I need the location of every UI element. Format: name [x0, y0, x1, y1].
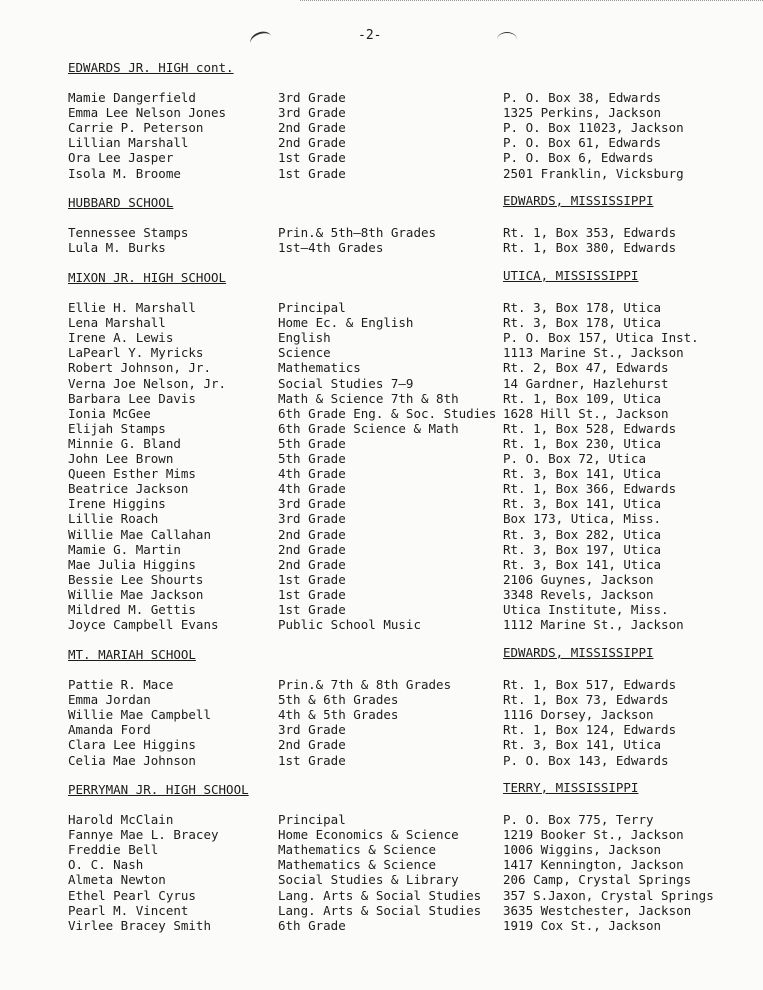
staff-name: Bessie Lee Shourts — [68, 571, 204, 587]
staff-name: Pattie R. Mace — [68, 677, 174, 692]
staff-name: Emma Lee Nelson Jones — [68, 105, 227, 121]
staff-name: Clara Lee Higgins — [68, 737, 196, 753]
staff-name: O. C. Nash — [68, 857, 144, 873]
staff-row — [0, 166, 763, 181]
staff-address: 1417 Kennington, Jackson — [503, 857, 684, 873]
staff-assignment: Home Ec. & English — [278, 315, 414, 331]
staff-address: Utica Institute, Miss. — [503, 602, 669, 617]
staff-name: Mamie G. Martin — [68, 541, 181, 557]
staff-assignment: 4th & 5th Grades — [278, 707, 399, 723]
staff-row — [0, 120, 763, 135]
staff-address: P. O. Box 157, Utica Inst. — [503, 330, 699, 346]
staff-address: Rt. 1, Box 353, Edwards — [503, 225, 677, 240]
staff-assignment: 6th Grade Eng. & Soc. Studies — [278, 405, 497, 421]
staff-row — [0, 451, 763, 466]
staff-address: 3635 Westchester, Jackson — [503, 902, 692, 918]
staff-row — [0, 722, 763, 737]
staff-assignment: Prin.& 5th—8th Grades — [278, 225, 437, 240]
staff-assignment: Social Studies 7—9 — [278, 375, 414, 391]
staff-name: Willie Mae Campbell — [68, 707, 211, 723]
staff-row — [0, 872, 763, 887]
staff-address: Rt. 3, Box 141, Utica — [503, 496, 662, 512]
staff-name: Isola M. Broome — [68, 165, 181, 181]
staff-row — [0, 330, 763, 345]
staff-row — [0, 903, 763, 918]
staff-assignment: Principal — [278, 300, 346, 315]
staff-assignment: 6th Grade Science & Math — [278, 420, 459, 436]
staff-row — [0, 753, 763, 768]
staff-name: Freddie Bell — [68, 842, 159, 858]
staff-name: Verna Joe Nelson, Jr. — [68, 375, 227, 391]
staff-address: 206 Camp, Crystal Springs — [503, 872, 692, 888]
staff-row — [0, 421, 763, 436]
staff-address: 1112 Marine St., Jackson — [503, 617, 684, 633]
staff-address: 14 Gardner, Hazlehurst — [503, 375, 669, 391]
staff-address: 357 S.Jaxon, Crystal Springs — [503, 887, 714, 903]
staff-address: Rt. 1, Box 517, Edwards — [503, 677, 677, 692]
staff-assignment: 2nd Grade — [278, 135, 346, 151]
section-location: TERRY, MISSISSIPPI — [503, 780, 639, 795]
staff-address: 1325 Perkins, Jackson — [503, 105, 662, 121]
staff-name: Virlee Bracey Smith — [68, 917, 211, 933]
staff-address: P. O. Box 775, Terry — [503, 812, 654, 827]
staff-assignment: 3rd Grade — [278, 722, 346, 738]
section-location: UTICA, MISSISSIPPI — [503, 268, 639, 283]
staff-address: P. O. Box 38, Edwards — [503, 90, 662, 105]
staff-address: 1113 Marine St., Jackson — [503, 345, 684, 361]
staff-name: Lillie Roach — [68, 511, 159, 527]
section-title: EDWARDS JR. HIGH cont. — [68, 60, 234, 75]
staff-assignment: 5th Grade — [278, 451, 346, 466]
staff-row — [0, 857, 763, 872]
staff-row — [0, 918, 763, 933]
staff-assignment: 4th Grade — [278, 466, 346, 482]
staff-row — [0, 135, 763, 150]
staff-address: Rt. 3, Box 178, Utica — [503, 315, 662, 331]
staff-name: Pearl M. Vincent — [68, 902, 189, 918]
staff-assignment: Home Economics & Science — [278, 827, 459, 843]
staff-row — [0, 150, 763, 165]
staff-name: Robert Johnson, Jr. — [68, 360, 211, 376]
staff-name: Ora Lee Jasper — [68, 150, 174, 166]
staff-address: Rt. 1, Box 73, Edwards — [503, 692, 669, 708]
staff-assignment: English — [278, 330, 331, 346]
staff-name: Beatrice Jackson — [68, 481, 189, 497]
section-title: HUBBARD SCHOOL — [68, 195, 174, 210]
staff-name: Irene A. Lewis — [68, 330, 174, 346]
staff-row — [0, 888, 763, 903]
staff-assignment: 1st Grade — [278, 165, 346, 181]
staff-address: Rt. 1, Box 124, Edwards — [503, 722, 677, 738]
staff-row — [0, 677, 763, 692]
staff-address: 2106 Guynes, Jackson — [503, 571, 654, 587]
staff-name: Queen Esther Mims — [68, 466, 196, 482]
staff-row — [0, 300, 763, 315]
staff-row — [0, 345, 763, 360]
staff-name: Harold McClain — [68, 812, 174, 827]
staff-row — [0, 90, 763, 105]
staff-assignment: 3rd Grade — [278, 105, 346, 121]
staff-row — [0, 692, 763, 707]
staff-assignment: 6th Grade — [278, 917, 346, 933]
staff-address: P. O. Box 6, Edwards — [503, 150, 654, 166]
staff-assignment: 2nd Grade — [278, 556, 346, 572]
staff-assignment: 5th & 6th Grades — [278, 692, 399, 708]
staff-name: Mamie Dangerfield — [68, 90, 196, 105]
staff-row — [0, 812, 763, 827]
staff-row — [0, 557, 763, 572]
staff-row — [0, 376, 763, 391]
staff-assignment: 5th Grade — [278, 435, 346, 451]
section-title: MT. MARIAH SCHOOL — [68, 647, 196, 662]
staff-row — [0, 707, 763, 722]
section-location: EDWARDS, MISSISSIPPI — [503, 645, 654, 660]
staff-address: Rt. 1, Box 109, Utica — [503, 390, 662, 406]
staff-name: Amanda Ford — [68, 722, 151, 738]
staff-name: Ellie H. Marshall — [68, 300, 196, 315]
punch-mark-right — [497, 32, 517, 47]
staff-row — [0, 391, 763, 406]
staff-address: 1006 Wiggins, Jackson — [503, 842, 662, 858]
staff-address: P. O. Box 61, Edwards — [503, 135, 662, 151]
staff-address: 1919 Cox St., Jackson — [503, 917, 662, 933]
staff-row — [0, 360, 763, 375]
staff-assignment: 3rd Grade — [278, 90, 346, 105]
staff-row — [0, 511, 763, 526]
staff-row — [0, 496, 763, 511]
staff-name: Almeta Newton — [68, 872, 166, 888]
staff-address: Rt. 3, Box 141, Utica — [503, 466, 662, 482]
staff-row — [0, 527, 763, 542]
staff-assignment: 2nd Grade — [278, 541, 346, 557]
staff-assignment: 3rd Grade — [278, 496, 346, 512]
staff-row — [0, 436, 763, 451]
staff-assignment: 3rd Grade — [278, 511, 346, 527]
staff-assignment: 2nd Grade — [278, 120, 346, 136]
staff-row — [0, 225, 763, 240]
staff-name: John Lee Brown — [68, 451, 174, 466]
section-title: PERRYMAN JR. HIGH SCHOOL — [68, 782, 249, 797]
staff-assignment: 1st Grade — [278, 150, 346, 166]
top-edge-dots — [300, 0, 763, 1]
staff-address: Rt. 3, Box 141, Utica — [503, 556, 662, 572]
staff-name: Mildred M. Gettis — [68, 602, 196, 617]
staff-name: Joyce Campbell Evans — [68, 617, 219, 633]
staff-name: Celia Mae Johnson — [68, 752, 196, 768]
staff-assignment: Lang. Arts & Social Studies — [278, 902, 482, 918]
staff-row — [0, 240, 763, 255]
staff-assignment: 2nd Grade — [278, 526, 346, 542]
staff-row — [0, 827, 763, 842]
staff-address: 1628 Hill St., Jackson — [503, 405, 669, 421]
staff-assignment: 1st Grade — [278, 752, 346, 768]
staff-address: Rt. 3, Box 141, Utica — [503, 737, 662, 753]
staff-address: 2501 Franklin, Vicksburg — [503, 165, 684, 181]
staff-address: 3348 Revels, Jackson — [503, 586, 654, 602]
staff-name: Elijah Stamps — [68, 420, 166, 436]
staff-assignment: 1st Grade — [278, 602, 346, 617]
staff-row — [0, 842, 763, 857]
staff-name: Irene Higgins — [68, 496, 166, 512]
staff-assignment: Mathematics & Science — [278, 842, 437, 858]
staff-assignment: Science — [278, 345, 331, 361]
staff-name: Minnie G. Bland — [68, 435, 181, 451]
staff-address: Rt. 3, Box 197, Utica — [503, 541, 662, 557]
staff-assignment: 2nd Grade — [278, 737, 346, 753]
staff-row — [0, 737, 763, 752]
staff-name: Lillian Marshall — [68, 135, 189, 151]
staff-assignment: Principal — [278, 812, 346, 827]
staff-row — [0, 466, 763, 481]
staff-address: Rt. 1, Box 230, Utica — [503, 435, 662, 451]
page-number: -2- — [358, 28, 382, 43]
staff-assignment: 1st—4th Grades — [278, 240, 384, 256]
staff-row — [0, 602, 763, 617]
staff-address: Rt. 1, Box 380, Edwards — [503, 240, 677, 256]
staff-name: Willie Mae Callahan — [68, 526, 211, 542]
staff-address: 1116 Dorsey, Jackson — [503, 707, 654, 723]
staff-name: Emma Jordan — [68, 692, 151, 708]
staff-assignment: 1st Grade — [278, 586, 346, 602]
staff-name: Ionia McGee — [68, 405, 151, 421]
staff-row — [0, 542, 763, 557]
staff-assignment: Social Studies & Library — [278, 872, 459, 888]
staff-row — [0, 572, 763, 587]
staff-address: Rt. 1, Box 528, Edwards — [503, 420, 677, 436]
staff-name: Carrie P. Peterson — [68, 120, 204, 136]
staff-address: Rt. 3, Box 178, Utica — [503, 300, 662, 315]
section-location: EDWARDS, MISSISSIPPI — [503, 193, 654, 208]
staff-row — [0, 481, 763, 496]
staff-name: LaPearl Y. Myricks — [68, 345, 204, 361]
staff-row — [0, 587, 763, 602]
staff-address: Rt. 1, Box 366, Edwards — [503, 481, 677, 497]
staff-row — [0, 315, 763, 330]
staff-name: Ethel Pearl Cyrus — [68, 887, 196, 903]
staff-row — [0, 617, 763, 632]
staff-name: Tennessee Stamps — [68, 225, 189, 240]
staff-assignment: Lang. Arts & Social Studies — [278, 887, 482, 903]
staff-name: Lula M. Burks — [68, 240, 166, 256]
staff-assignment: 1st Grade — [278, 571, 346, 587]
staff-name: Lena Marshall — [68, 315, 166, 331]
staff-name: Fannye Mae L. Bracey — [68, 827, 219, 843]
section-title: MIXON JR. HIGH SCHOOL — [68, 270, 227, 285]
staff-name: Willie Mae Jackson — [68, 586, 204, 602]
punch-mark-left — [248, 29, 274, 52]
staff-assignment: Mathematics — [278, 360, 361, 376]
staff-address: Box 173, Utica, Miss. — [503, 511, 662, 527]
staff-address: 1219 Booker St., Jackson — [503, 827, 684, 843]
staff-name: Barbara Lee Davis — [68, 390, 196, 406]
staff-name: Mae Julia Higgins — [68, 556, 196, 572]
staff-assignment: Math & Science 7th & 8th — [278, 390, 459, 406]
staff-assignment: 4th Grade — [278, 481, 346, 497]
staff-address: P. O. Box 11023, Jackson — [503, 120, 684, 136]
staff-row — [0, 105, 763, 120]
staff-address: Rt. 2, Box 47, Edwards — [503, 360, 669, 376]
staff-address: P. O. Box 72, Utica — [503, 451, 646, 466]
staff-address: P. O. Box 143, Edwards — [503, 752, 669, 768]
staff-address: Rt. 3, Box 282, Utica — [503, 526, 662, 542]
staff-assignment: Mathematics & Science — [278, 857, 437, 873]
staff-row — [0, 406, 763, 421]
staff-assignment: Prin.& 7th & 8th Grades — [278, 677, 452, 692]
staff-assignment: Public School Music — [278, 617, 421, 633]
